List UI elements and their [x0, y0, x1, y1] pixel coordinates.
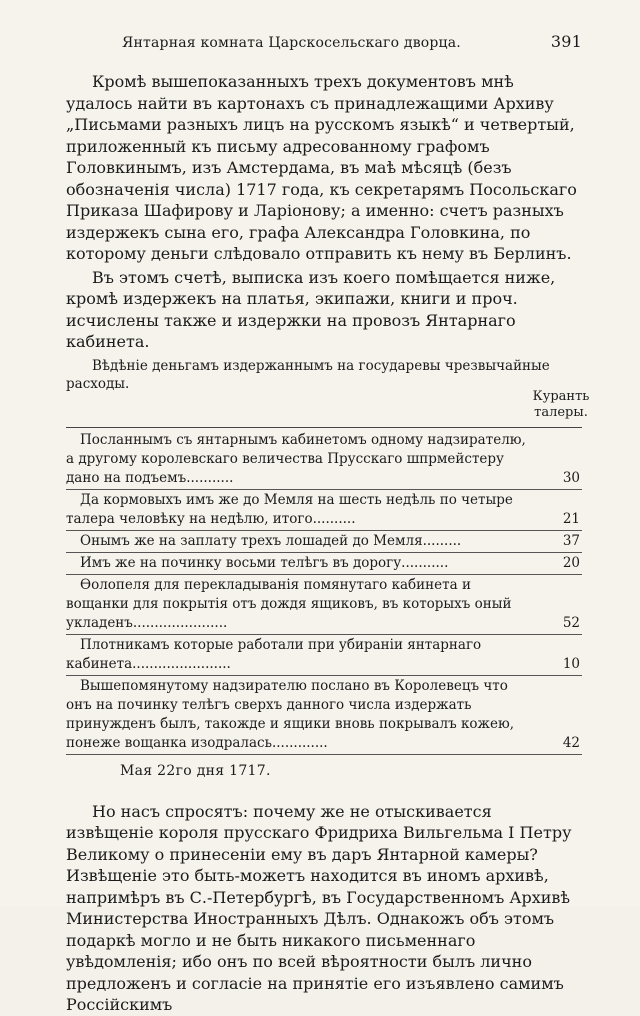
page-number: 391 [550, 32, 582, 51]
running-title: Янтарная комната Царскосельскаго дворца. [122, 35, 461, 51]
ledger-row-value: 30 [562, 469, 580, 486]
ledger-row-text: Да кормовыхъ имъ же до Мемля на шесть недѣль по четыре талера человѣку на недѣлю, итого.......... [66, 491, 513, 527]
ledger-row-value: 52 [562, 614, 580, 631]
ledger-row [66, 575, 582, 635]
paragraph-closing: Но насъ спросятъ: почему же не отыскивается извѣщеніе короля прусскаго Фридриха Вильгельма I Петру Великому о принесеніи ему въ даръ Янтарной камеры? Извѣщеніе это быть-можетъ находится въ иномъ архивѣ, напримѣръ въ С.-Петербургѣ, въ Государственномъ Архивѣ Министерства Иностранныхъ Дѣлъ. Однакожъ объ этомъ подаркѣ могло и не быть никакого письменнаго увѣдомленія; ибо онъ по всей вѣроятности былъ лично предложенъ и согласіе на принятіе его изъявлено самимъ Россійскимъ [66, 801, 572, 1014]
paragraph-account: Въ этомъ счетѣ, выписка изъ коего помѣщается ниже, кромѣ издержекъ на платья, экипажи, книги и проч. исчислены также и издержки на провозъ Янтарнаго кабинета. [66, 267, 556, 351]
ledger-row-text: Вышепомянутому надзирателю послано въ Королевецъ что онъ на починку телѣгъ сверхъ данного числа издержать принужденъ былъ, такожде и ящики вновь покрывалъ кожею, понеже вощанка изодралась............. [66, 677, 515, 751]
expense-ledger [66, 427, 582, 755]
ledger-row-text: Ѳолопеля для перекладыванія помянутаго кабинета и вощанки для покрытія отъ дождя ящиковъ, въ которыхъ оный укладенъ...................... [66, 576, 512, 631]
ledger-row [66, 553, 582, 575]
ledger-row-text: Имъ же на починку восьми телѣгъ въ дорогу........... [80, 554, 449, 571]
ledger-row-value: 21 [562, 510, 580, 527]
ledger-row [66, 430, 582, 490]
ledger-row-text: Плотникамъ которые работали при убираніи янтарнаго кабинета....................... [66, 636, 482, 672]
ledger-title: Вѣдѣніе деньгамъ издержаннымъ на государевы чрезвычайные расходы. [66, 357, 550, 392]
ledger-row-value: 42 [562, 734, 580, 751]
ledger-date: Мая 22го дня 1717. [120, 762, 271, 779]
ledger-row-text: Онымъ же на заплату трехъ лошадей до Мемля......... [80, 532, 462, 549]
running-head [66, 32, 582, 51]
ledger-row-value: 10 [562, 655, 580, 672]
ledger-column-header [66, 388, 590, 421]
currency-column-label: Куранть талеры. [532, 388, 590, 420]
ledger-row [66, 490, 582, 531]
ledger-row [66, 531, 582, 553]
ledger-row-value: 20 [562, 554, 580, 571]
ledger-row-value: 37 [562, 532, 580, 549]
paragraph-documents: Кромѣ вышепоказанныхъ трехъ документовъ мнѣ удалось найти въ картонахъ съ принадлежащими Архиву „Письмами разныхъ лицъ на русскомъ языкѣ“ и четвертый, приложенный къ письму адресованному графомъ Головкинымъ, изъ Амстердама, въ маѣ мѣсяцѣ (безъ обозначенія числа) 1717 года, къ секретарямъ Посольскаго Приказа Шафирову и Ларіонову; а именно: счетъ разныхъ издержекъ сына его, графа Александра Головкина, по которому деньги слѣдовало отправить къ нему въ Берлинъ. [66, 72, 577, 263]
ledger-row-text: Посланнымъ съ янтарнымъ кабинетомъ одному надзирателю, а другому королевскаго величества Прусскаго шпрмейстеру дано на подъемъ........... [66, 431, 526, 486]
ledger-row [66, 635, 582, 676]
ledger-row [66, 676, 582, 755]
